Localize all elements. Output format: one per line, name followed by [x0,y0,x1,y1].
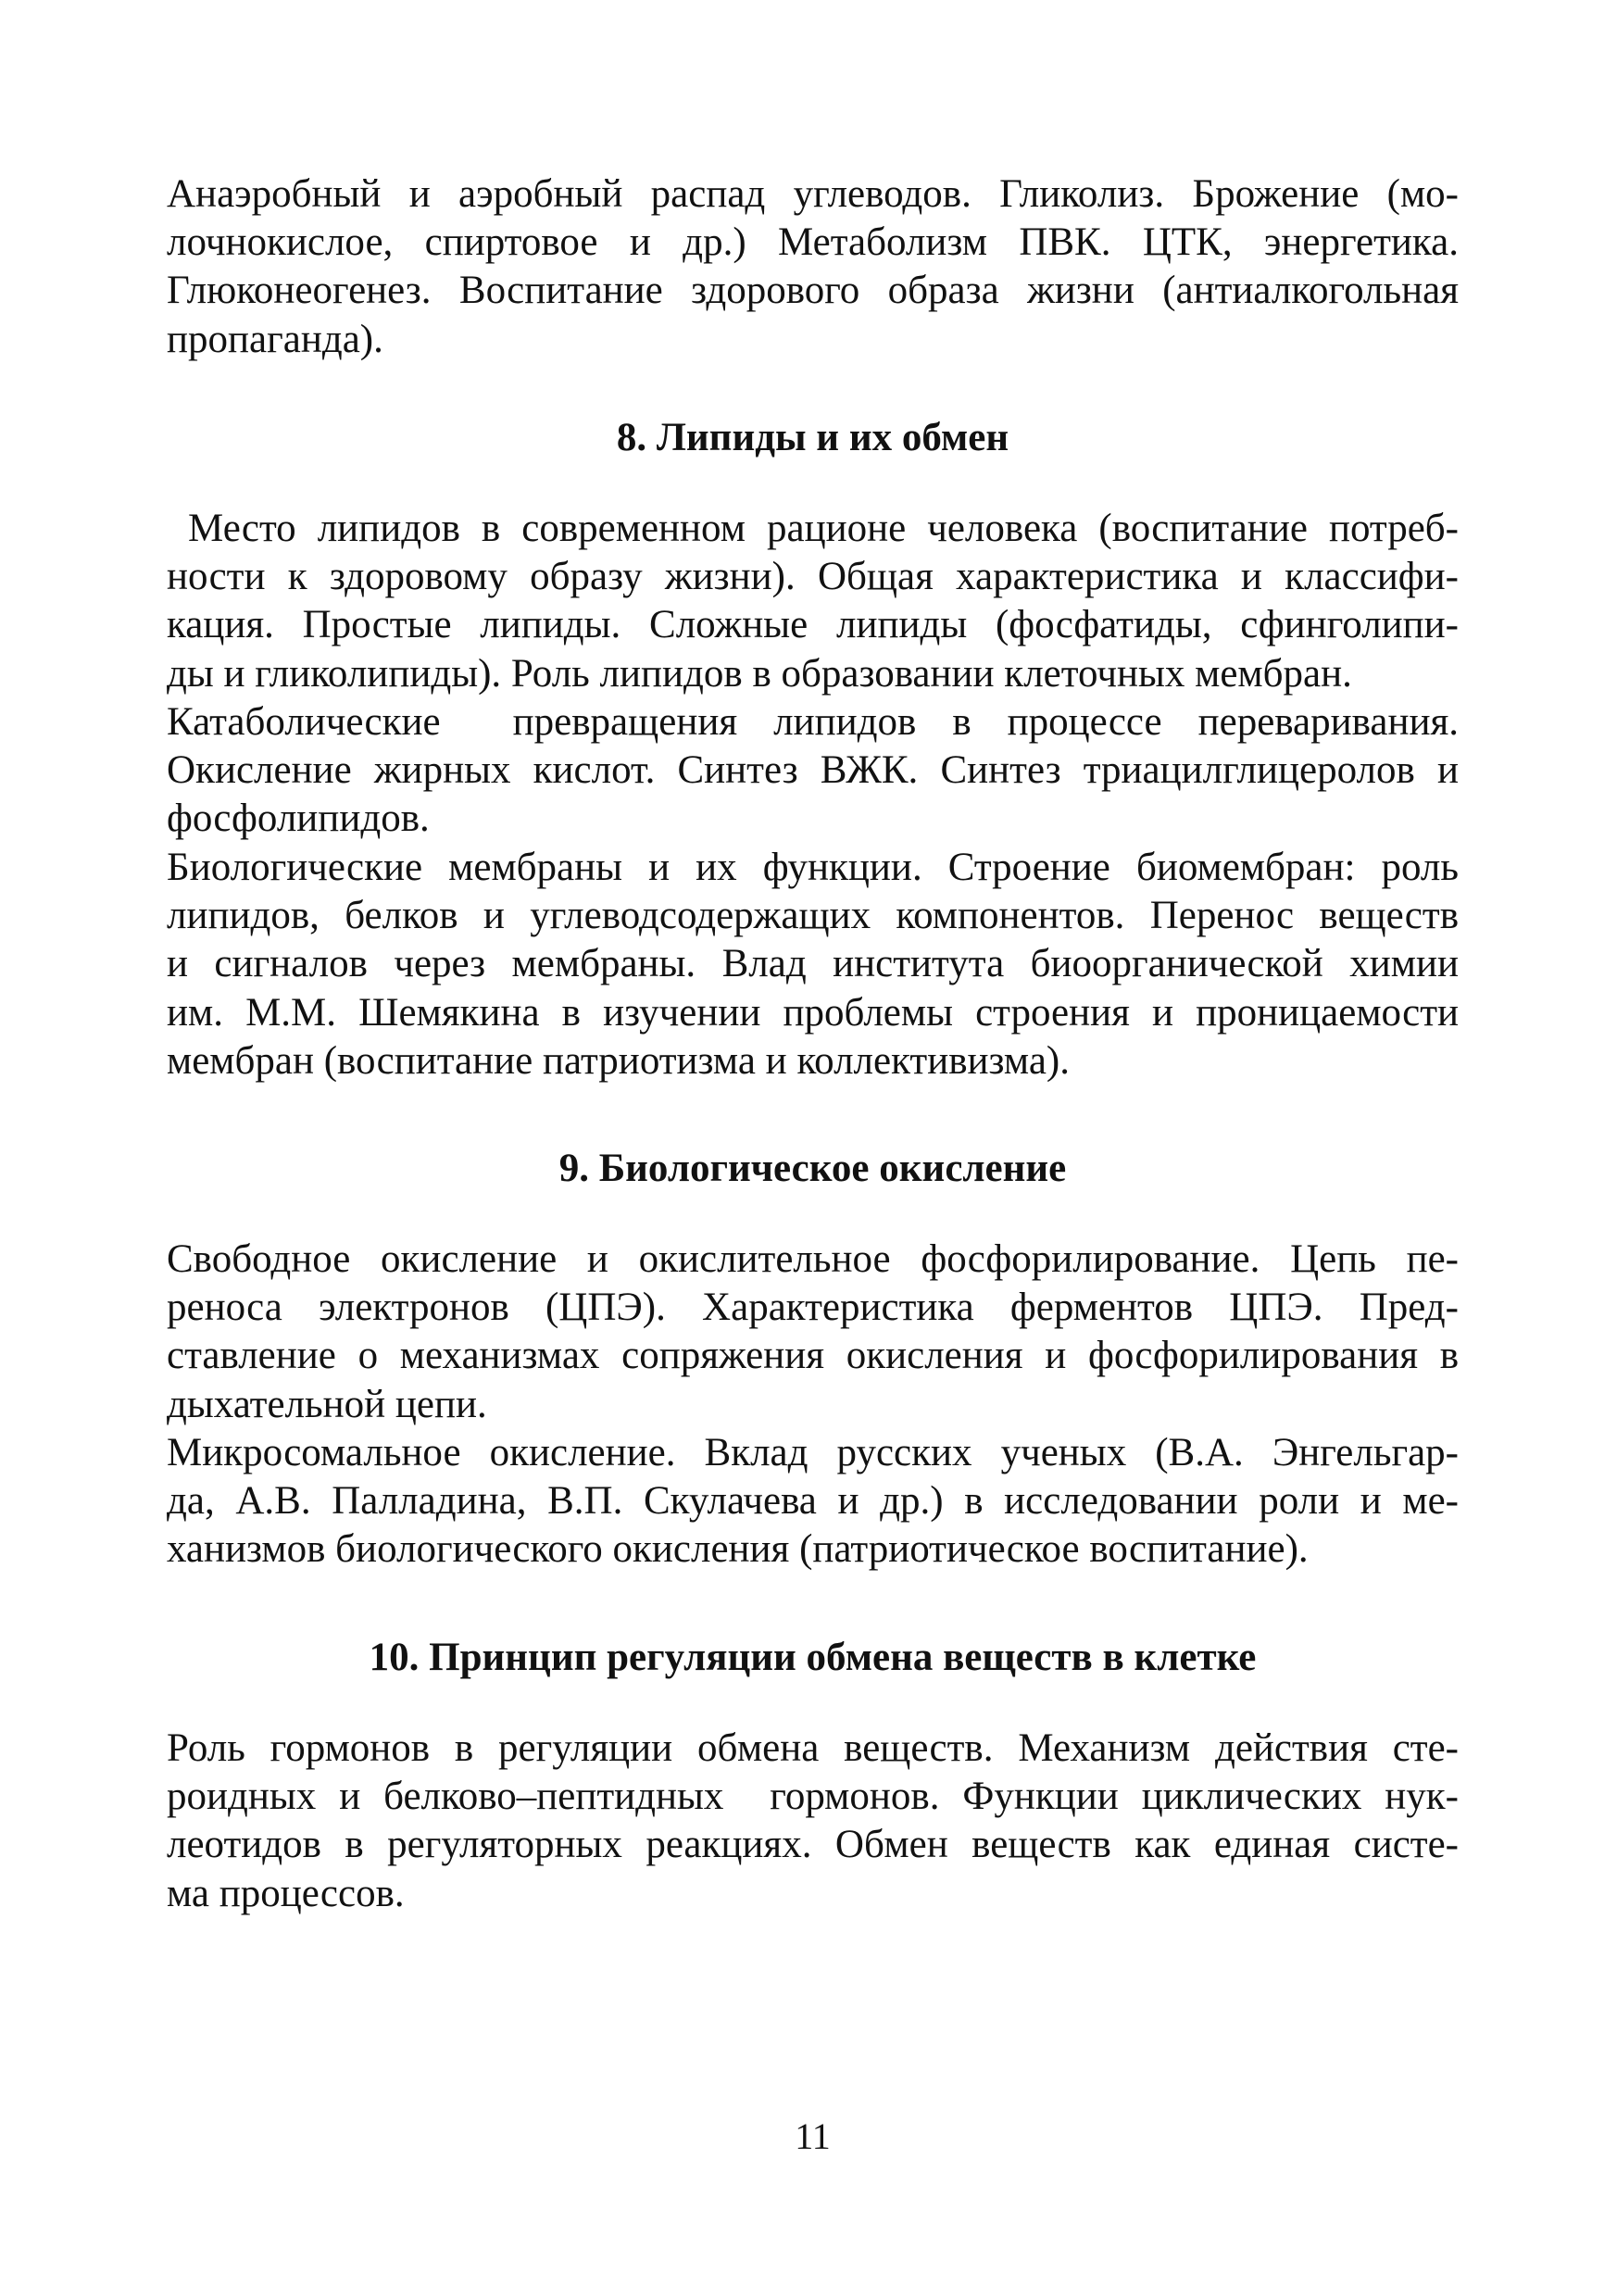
text-line: Роль гормонов в регуляции обмена веществ. Механизм действия сте- [167,1726,1459,1770]
text-line: кация. Простые липиды. Сложные липиды (фосфатиды, сфинголипи- [167,603,1459,647]
text-line: липидов, белков и углеводсодержащих компонентов. Перенос веществ [167,894,1459,938]
section-9-paragraph-1 [167,1236,1459,1429]
text-line: мембран (воспитание патриотизма и коллективизма). [167,1038,1070,1083]
text-line: роидных и белково–пептидных гормонов. Функции циклических нук- [167,1775,1459,1819]
text-line: Биологические мембраны и их функции. Строение биомембран: роль [167,846,1459,889]
text-line: ставление о механизмах сопряжения окисления и фосфорилирования в [167,1334,1459,1378]
text-line: реноса электронов (ЦПЭ). Характеристика ферментов ЦПЭ. Пред- [167,1286,1459,1330]
text-line: Свободное окисление и окислительное фосфорилирование. Цепь пе- [167,1237,1459,1281]
text-line: пропаганда). [167,317,383,361]
document-page [167,0,1459,2296]
text-line: Место липидов в современном рационе человека (воспитание потреб- [167,507,1459,550]
section-9-paragraph-2 [167,1429,1459,1575]
section-10-paragraph-1 [167,1725,1459,1918]
text-line: дыхательной цепи. [167,1382,487,1426]
section-8-paragraph-3 [167,844,1459,1085]
text-line: да, А.В. Палладина, В.П. Скулачева и др.) в исследовании роли и ме- [167,1479,1459,1524]
text-line: Глюконеогенез. Воспитание здорового образа жизни (антиалкогольная [167,269,1459,313]
text-line: ды и гликолипиды). Роль липидов в образовании клеточных мембран. [167,651,1352,696]
text-line: им. М.М. Шемякина в изучении проблемы строения и проницаемости [167,990,1459,1035]
section-10-heading: 10. Принцип регуляции обмена веществ в клетке [369,1636,1257,1679]
text-line: лочнокислое, спиртовое и др.) Метаболизм ПВК. ЦТК, энергетика. [167,220,1459,265]
text-line: леотидов в регуляторных реакциях. Обмен веществ как единая систе- [167,1823,1459,1867]
section-8-heading: 8. Липиды и их обмен [616,416,1009,459]
text-line: Микросомальное окисление. Вклад русских ученых (В.А. Энгельгар- [167,1431,1459,1474]
text-line: ности к здоровому образу жизни). Общая характеристика и классифи- [167,555,1459,599]
section-8-paragraph-2 [167,698,1459,844]
text-line: и сигналов через мембраны. Влад института биоорганической химии [167,942,1459,986]
text-line: Катаболические превращения липидов в процессе переваривания. [167,700,1459,744]
text-line: Окисление жирных кислот. Синтез ВЖК. Синтез триацилглицеролов и [167,748,1459,793]
section-9-heading: 9. Биологическое окисление [558,1147,1067,1190]
page-number: 11 [795,2115,831,2157]
section-8-paragraph-1 [167,505,1459,698]
text-line: ханизмов биологического окисления (патриотическое воспитание). [167,1527,1309,1572]
intro-paragraph [167,170,1459,364]
text-line: фосфолипидов. [167,797,430,841]
text-line: Анаэробный и аэробный распад углеводов. Гликолиз. Брожение (мо- [167,172,1459,216]
text-line: ма процессов. [167,1871,405,1915]
